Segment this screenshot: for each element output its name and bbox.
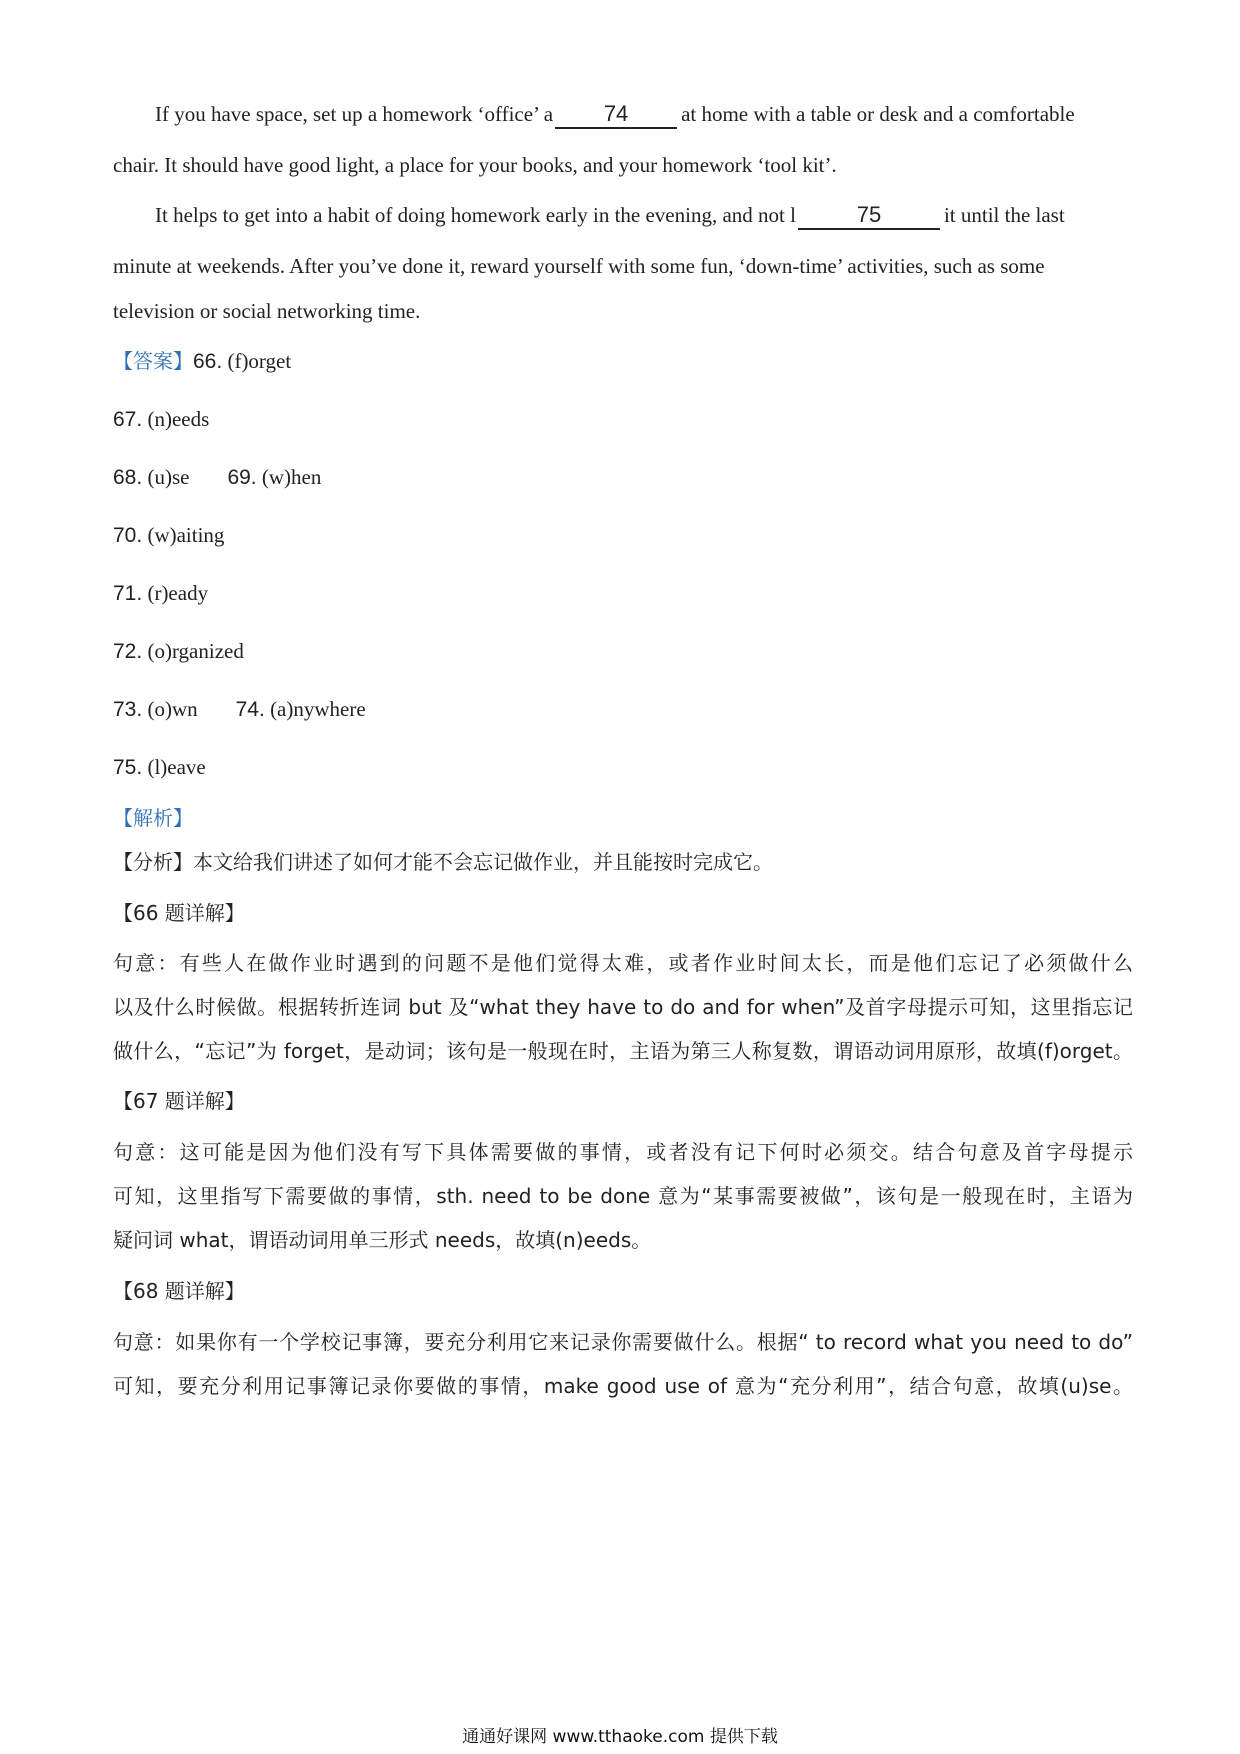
- passage-text: at home with a table or desk and a comfortable: [681, 102, 1075, 126]
- answer-text: (l)eave: [147, 755, 206, 779]
- answer-label: 【答案】: [113, 349, 193, 373]
- answer-number: 70.: [113, 524, 143, 547]
- answer-text: (f)orget: [227, 349, 292, 373]
- answer-number: 72.: [113, 640, 143, 663]
- answer-row-73-74: [113, 694, 1133, 725]
- answer-text: (o)wn: [147, 697, 198, 721]
- answer-number: 75.: [113, 756, 143, 779]
- q67-line-3: 疑问词 what，谓语动词用单三形式 needs，故填(n)eeds。: [113, 1228, 652, 1252]
- q68-line-2: 可知，要充分利用记事簿记录你要做的事情，make good use of 意为“充分利用”，结合句意，故填(u)se。: [113, 1374, 1133, 1398]
- passage-text: it until the last: [943, 203, 1065, 227]
- answer-text: (a)nywhere: [270, 697, 366, 721]
- analysis-label: 【解析】: [113, 806, 193, 830]
- answer-number: 66.: [193, 350, 223, 373]
- answer-row-71: [113, 578, 1133, 609]
- passage-text: television or social networking time.: [113, 299, 421, 323]
- passage-text: minute at weekends. After you’ve done it, reward yourself with some fun, ‘down-time’ activities, such as some: [113, 254, 1045, 278]
- analysis-summary: 【分析】本文给我们讲述了如何才能不会忘记做作业，并且能按时完成它。: [113, 850, 773, 874]
- answer-row-72: [113, 636, 1133, 667]
- answer-text: (n)eeds: [147, 407, 210, 431]
- passage-line-4: [113, 251, 1133, 281]
- q68-line-1: 句意：如果你有一个学校记事簿，要充分利用它来记录你需要做什么。根据“ to record what you need to do”: [113, 1330, 1133, 1354]
- passage-line-1: [155, 99, 1175, 129]
- footer-watermark: 通通好课网 www.tthaoke.com 提供下载: [462, 1727, 778, 1747]
- answer-number: 69.: [227, 466, 257, 489]
- answer-text: (o)rganized: [147, 639, 244, 663]
- passage-line-5: [113, 296, 1133, 326]
- answer-row-70: [113, 520, 1133, 551]
- answer-number: 71.: [113, 582, 143, 605]
- answer-row-67: [113, 404, 1133, 435]
- q66-line-2: 以及什么时候做。根据转折连词 but 及“what they have to do and for when”及首字母提示可知，这里指忘记: [113, 995, 1133, 1019]
- answer-row-75: [113, 752, 1133, 783]
- q66-line-3: 做什么，“忘记”为 forget，是动词；该句是一般现在时，主语为第三人称复数，谓语动词用原形，故填(f)orget。: [113, 1039, 1133, 1063]
- answer-text: (w)hen: [261, 465, 322, 489]
- answer-blank-74: 74: [555, 101, 677, 129]
- passage-line-2: [113, 150, 1133, 180]
- answer-number: 67.: [113, 408, 143, 431]
- answer-row-66: [113, 346, 1133, 377]
- q67-heading: 【67 题详解】: [113, 1089, 245, 1113]
- answer-text: (w)aiting: [147, 523, 225, 547]
- q68-heading: 【68 题详解】: [113, 1279, 245, 1303]
- q67-line-2: 可知，这里指写下需要做的事情，sth. need to be done 意为“某事需要被做”，该句是一般现在时，主语为: [113, 1184, 1133, 1208]
- passage-text: It helps to get into a habit of doing homework early in the evening, and not l: [155, 203, 796, 227]
- answer-number: 68.: [113, 466, 143, 489]
- answer-text: (u)se: [147, 465, 190, 489]
- q66-line-1: 句意：有些人在做作业时遇到的问题不是他们觉得太难，或者作业时间太长，而是他们忘记了必须做什么: [113, 951, 1133, 975]
- answer-blank-75: 75: [798, 202, 940, 230]
- answer-text: (r)eady: [147, 581, 209, 605]
- answer-row-68-69: [113, 462, 1133, 493]
- passage-text: chair. It should have good light, a place for your books, and your homework ‘tool kit’.: [113, 153, 837, 177]
- q67-line-1: 句意：这可能是因为他们没有写下具体需要做的事情，或者没有记下何时必须交。结合句意及首字母提示: [113, 1140, 1133, 1164]
- passage-line-3: [155, 200, 1175, 230]
- answer-number: 73.: [113, 698, 143, 721]
- passage-text: If you have space, set up a homework ‘office’ a: [155, 102, 554, 126]
- q66-heading: 【66 题详解】: [113, 901, 245, 925]
- answer-number: 74.: [235, 698, 265, 721]
